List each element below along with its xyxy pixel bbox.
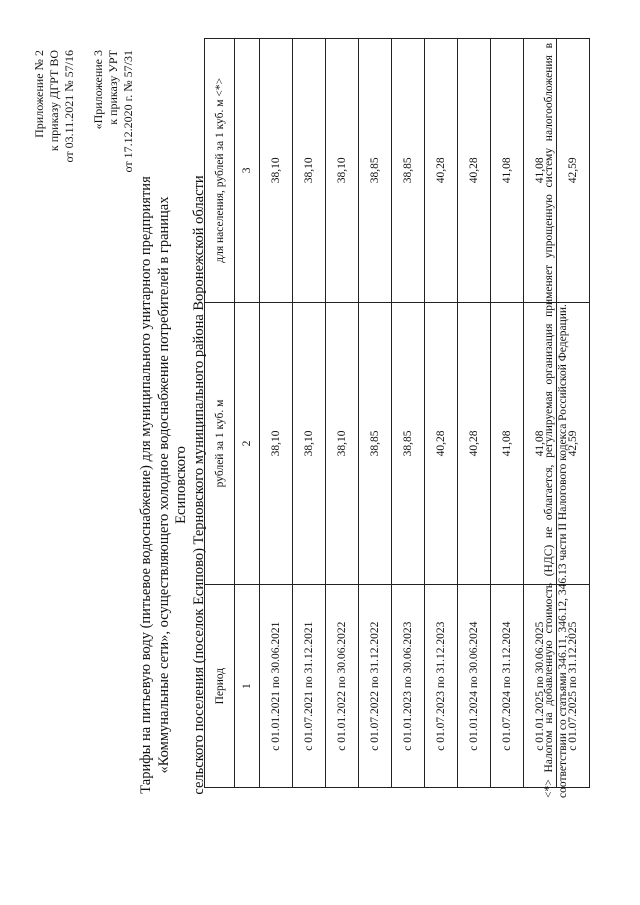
rate-population-cell: 40,28 bbox=[458, 38, 491, 302]
footnote: <*> Налогом на добавленную стоимость (НДС) не облагается, регулируемая организация применяет упрощенную систему налогообложения в соответствии со статьями 346.11, 346.12, 346.13 части II Налогового кодекса Российской Федерации. bbox=[543, 42, 569, 798]
rate-population-cell: 38,10 bbox=[326, 38, 359, 302]
appendix-line: Приложение № 2 bbox=[32, 49, 46, 138]
table-row bbox=[326, 38, 359, 787]
appendix-line: к приказу ДГРТ ВО bbox=[47, 49, 61, 151]
rate-cell: 41,08 bbox=[524, 302, 557, 585]
tariff-table-body bbox=[205, 38, 590, 787]
table-row bbox=[491, 38, 524, 787]
appendix-line: к приказу УРТ bbox=[106, 49, 120, 125]
rate-cell: 38,10 bbox=[326, 302, 359, 585]
period-cell: с 01.01.2022 по 30.06.2022 bbox=[326, 584, 359, 787]
table-column-numbers-row bbox=[235, 38, 260, 787]
rate-cell: 40,28 bbox=[425, 302, 458, 585]
rate-cell: 40,28 bbox=[458, 302, 491, 585]
title-line: Тарифы на питьевую воду (питьевое водоснабжение) для муниципального унитарного предприятия bbox=[138, 175, 154, 794]
tariff-table bbox=[204, 38, 590, 788]
appendix-line: «Приложение 3 bbox=[91, 49, 105, 129]
period-cell: с 01.07.2025 по 31.12.2025 bbox=[557, 584, 590, 787]
table-row bbox=[293, 38, 326, 787]
period-cell: с 01.07.2024 по 31.12.2024 bbox=[491, 584, 524, 787]
appendix-line: от 03.11.2021 № 57/16 bbox=[62, 49, 76, 162]
document-title bbox=[138, 160, 208, 810]
period-cell: с 01.07.2022 по 31.12.2022 bbox=[359, 584, 392, 787]
table-row bbox=[392, 38, 425, 787]
table-row bbox=[425, 38, 458, 787]
period-cell: с 01.01.2024 по 30.06.2024 bbox=[458, 584, 491, 787]
rate-cell: 42,59 bbox=[557, 302, 590, 585]
period-cell: с 01.07.2023 по 31.12.2023 bbox=[425, 584, 458, 787]
rate-cell: 38,85 bbox=[359, 302, 392, 585]
rate-population-cell: 41,08 bbox=[524, 38, 557, 302]
table-header-row bbox=[205, 38, 235, 787]
document-page bbox=[20, 28, 620, 878]
rate-population-cell: 38,85 bbox=[392, 38, 425, 302]
header-period: Период bbox=[205, 584, 235, 787]
period-cell: с 01.01.2021 по 30.06.2021 bbox=[260, 584, 293, 787]
appendix-current bbox=[32, 50, 77, 162]
header-rate: рублей за 1 куб. м bbox=[205, 302, 235, 585]
header-rate-population: для населения, рублей за 1 куб. м <*> bbox=[205, 38, 235, 302]
rate-population-cell: 40,28 bbox=[425, 38, 458, 302]
rate-population-cell: 38,85 bbox=[359, 38, 392, 302]
appendix-previous bbox=[91, 50, 136, 172]
title-line: сельского поселения (поселок Есипово) Терновского муниципального района Воронежской области bbox=[190, 174, 207, 795]
title-line: «Коммунальные сети», осуществляющего холодное водоснабжение потребителей в границах Есиповского bbox=[155, 196, 189, 774]
table-row bbox=[260, 38, 293, 787]
column-number: 3 bbox=[235, 38, 260, 302]
rate-cell: 38,10 bbox=[293, 302, 326, 585]
table-row bbox=[458, 38, 491, 787]
appendix-line: от 17.12.2020 г. № 57/31 bbox=[121, 49, 135, 172]
rate-cell: 38,85 bbox=[392, 302, 425, 585]
rate-cell: 38,10 bbox=[260, 302, 293, 585]
column-number: 1 bbox=[235, 584, 260, 787]
period-cell: с 01.01.2023 по 30.06.2023 bbox=[392, 584, 425, 787]
rate-population-cell: 42,59 bbox=[557, 38, 590, 302]
rate-cell: 41,08 bbox=[491, 302, 524, 585]
period-cell: с 01.07.2021 по 31.12.2021 bbox=[293, 584, 326, 787]
rate-population-cell: 38,10 bbox=[260, 38, 293, 302]
rate-population-cell: 38,10 bbox=[293, 38, 326, 302]
column-number: 2 bbox=[235, 302, 260, 585]
period-cell: с 01.01.2025 по 30.06.2025 bbox=[524, 584, 557, 787]
rate-population-cell: 41,08 bbox=[491, 38, 524, 302]
table-row bbox=[359, 38, 392, 787]
